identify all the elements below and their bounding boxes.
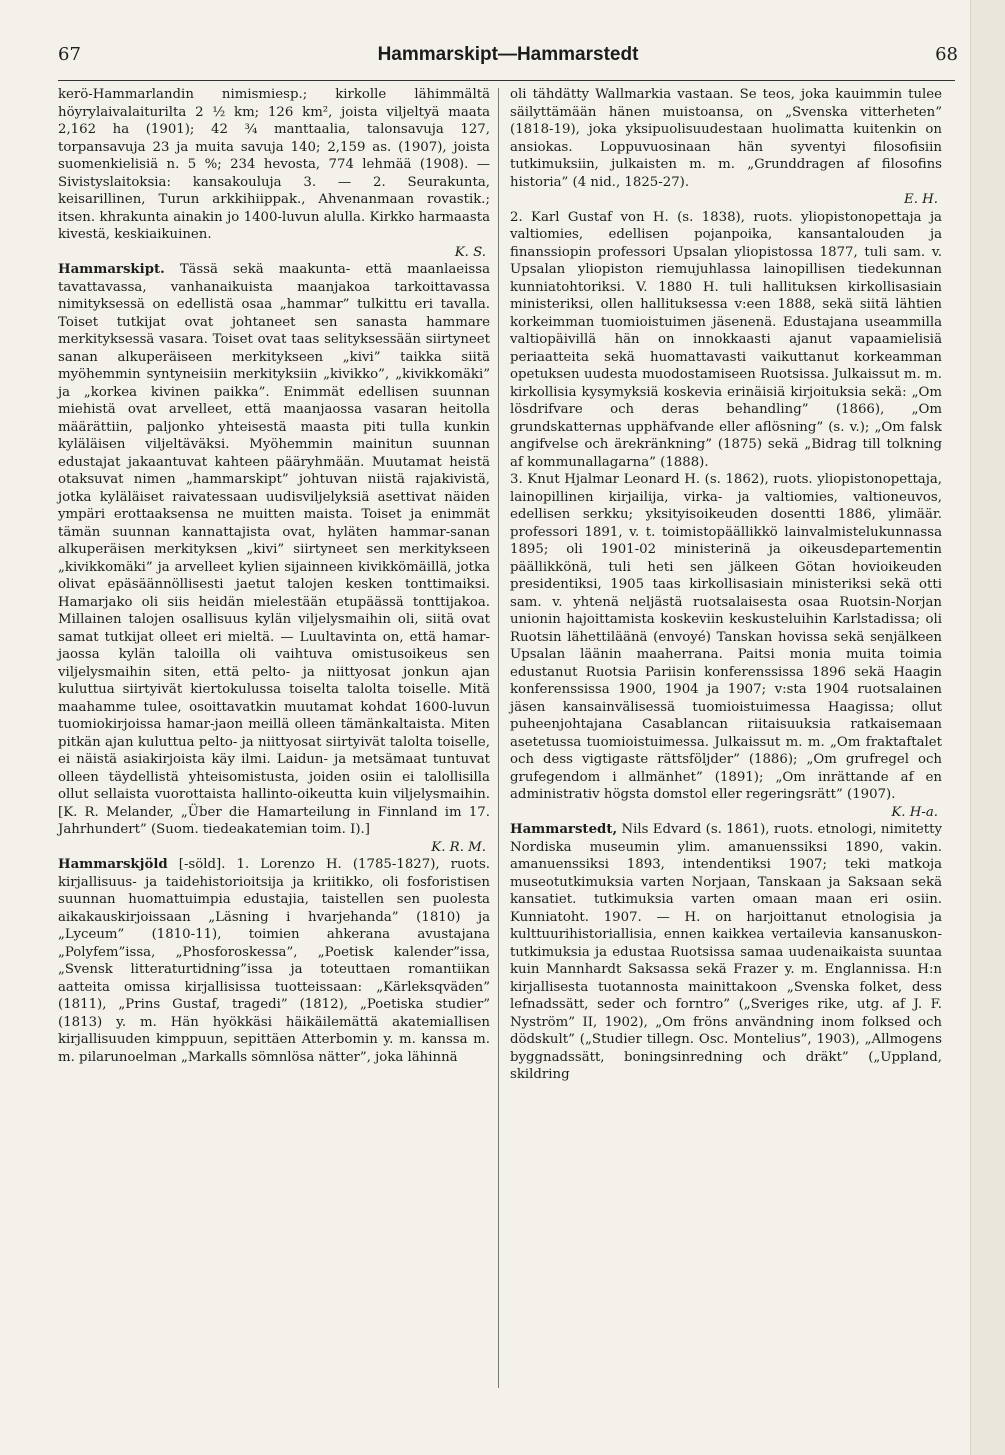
running-title: Hammarskipt—Hammarstedt [377, 44, 639, 65]
entry-headword: Hammarstedt, [510, 822, 618, 837]
page-number-right: 68 [935, 44, 958, 65]
author-signature: E. H. [904, 192, 938, 207]
page-edge [970, 0, 1005, 1455]
author-signature: K. R. M. [431, 839, 486, 855]
entry-paragraph [58, 261, 490, 856]
entry-text: Nils Edvard (s. 1861), ruots. etnologi, nimitetty Nordiska museumin ylim. amanuenssiksi 1890, vakin. amanuenssiksi 1893, intendentiksi 1907; teki matkoja museotutkimuksia varten Norjaan, Tanskaan ja Saksaan sekä kansatiet. tutkimuksia varten omaan maan eri osiin. Kunniatoht. 1907. — H. on harjoittanut etnologisia ja kulttuurihistoriallisia, ennen kaikkea vertailevia kansanuskon-tutkimuksia ja edustaa Ruotsissa samaa uudenaikaista suuntaa kuin Mannhardt Saksassa sekä Frazer y. m. Englannissa. H:n kirjallisesta tuotannosta mainittakoon „Svenska folket, dess lefnadssätt, seder och forntro” („Sveriges rike, utg. af J. F. Nyström” II, 1902), „Om fröns användning inom folksed och dödskult” („Studier tillegn. Osc. Montelius”, 1903), „Allmogens byggnadssätt, boningsinredning och dräkt” („Uppland, skildring [510, 822, 942, 1082]
page-number-left: 67 [58, 44, 81, 65]
right-column [510, 86, 942, 1084]
entry-paragraph [58, 86, 490, 261]
header-rule [58, 80, 955, 81]
entry-text: 2. Karl Gustaf von H. (s. 1838), ruots. yliopistonopettaja ja valtiomies, edellisen pojanpoika, kansantalouden ja finanssiopin professori Upsalan yliopistossa 1877, tuli sam. v. Upsalan yliopiston riemujuhlassa lainopillisen tiedekunnan kunniatohtoriksi. V. 1880 H. tuli hallituksen kirkollisasiain ministeriksi, ollen hallituksessa v:een 1888, sekä siitä lähtien korkeimman tuomioistuimen jäsenenä. Edustajana useammilla valtiopäivillä hän on innokkaasti ajanut vapaamielisiä periaatteita sekä huomattavasti vaikuttanut korkeamman opetuksen uudesta muodostamiseen Ruotsissa. Julkaissut m. m. kirkollisia kysymyksiä koskevia erinäisiä kirjoituksia sekä: „Om lösdrifvare och deras behandling” (1866), „Om grundskatternas upphäfvande eller aflösning” (s. v.); „Om falsk angifvelse och ärekränkning” (1875) sekä „Bidrag till tolkning af kommunallagarna” (1888). [510, 209, 942, 470]
entry-paragraph [510, 821, 942, 1084]
author-signature: K. S. [454, 244, 486, 260]
entry-text: 3. Knut Hjalmar Leonard H. (s. 1862), ruots. yliopistonopettaja, lainopillinen kirjailija, virka- ja valtiomies, valtioneuvos, edellisen serkku; yksityisoikeuden dosentti 1886, ylimäär. professori 1891, v. t. toimistopäällikkö lainvalmistelukunnassa 1895; oli 1901-02 ministerinä ja oikeusdepartementin päällikkönä, tuli heti sen jälkeen Götan hovioikeuden presidentiksi, 1905 taas kirkollisasiain ministeriksi sekä otti sam. v. yhtenä neljästä ruotsalaisesta osaa Ruotsin-Norjan unionin hajoittamista koskeviin keskusteluihin Karlstadissa; oli Ruotsin lähettiläänä (envoyé) Tanskan hovissa sekä senjälkeen Upsalan läänin maaherrana. Paitsi monia muita toimia edustanut Ruotsia Pariisin konferenssissa 1896 sekä Haagin konferenssissa 1900, 1904 ja 1907; v:sta 1904 ruotsalainen jäsen kansainvälisessä tuomioistuimessa Haagissa; ollut puheenjohtajana Casablancan riitaisuuksia ratkaisemaan asetetussa tuomioistuimessa. Julkaissut m. m. „Om fraktaftalet och dess vigtigaste rättsföljder” (1886); „Om grufregel och grufegendom i allmänhet” (1891); „Om inrättande af en administrativ högsta domstol eller regeringsrätt” (1907). [510, 472, 942, 802]
column-divider [498, 88, 499, 1388]
entry-headword: Hammarskjöld [58, 857, 168, 872]
entry-paragraph [510, 209, 942, 472]
left-column [58, 86, 490, 1066]
entry-text: oli tähdätty Wallmarkia vastaan. Se teos, joka kauimmin tulee säilyttämään hänen muistoansa, on „Svenska vitterheten” (1818-19), joka yksipuolisuudestaan huolimatta kuitenkin on ansiokas. Loppuvuosinaan hän syventyi filosofisiin tutkimuksiin, julkaisten m. m. „Grunddragen af filosofins historia” (4 nid., 1825-27). [510, 87, 942, 190]
entry-paragraph [510, 86, 942, 209]
entry-paragraph [510, 471, 942, 821]
author-signature: K. H-a. [891, 804, 938, 820]
entry-text: Tässä sekä maakunta- että maanlaeissa tavattavassa, vanhanaikuista maanjakoa tarkoittavassa nimityksessä on edellistä osaa „hammar” tulkittu eri tavalla. Toiset tutkijat ovat johtaneet sen sanasta hammare merkityksessä vasara. Toiset ovat taas selityksessään siirtyneet sanan alkuperäiseen merkitykseen „kivi” taikka siitä myöhemmin syntyneisiin merkityksiin „kivikko”, „kivikkomäki” ja „korkea kivinen paikka”. Enimmät edellisen suunnan miehistä ovat arvelleet, että maanjaossa vasaran heitolla määrättiin, paljonko yhteisestä maasta piti tulla kunkin kyläläisen viljeltäväksi. Myöhemmin mainitun suunnan edustajat jakaantuvat kahteen pääryhmään. Muutamat heistä otaksuvat nimen „hammarskipt” johtuvan niistä rajakivistä, jotka kyläläiset raivatessaan uudisviljelyksiä asettivat näiden ympäri erottaaksensa ne muitten maista. Toiset ja enimmät tämän suunnan kannattajista ovat, hyläten hammar-sanan alkuperäisen merkityksen „kivi” siirtyneet sen merkitykseen „kivikkomäki” ja arvelleet kylien sijainneen kivikkömäillä, jotka olivat epäsäännöllisesti jaetut talojen kesken tonttimaiksi. Hamarjako oli siis heidän mielestään etupäässä tonttijakoa. Millainen talojen osallisuus kylän viljelysmaihin oli, siitä ovat samat tutkijat olleet eri mieltä. — Luultavinta on, että hamar-jaossa kylän taloilla oli vaihtuva omistusoikeus sen viljelysmaihin siten, että pelto- ja niittyosat jonkun ajan kuluttua siirtyivät kiertokulussa toiselta talolta toiselle. Mitä maahamme tulee, osoittavatkin muutamat kohdat 1600-luvun tuomiokirjoissa hamar-jaon meillä olleen tämänkaltaista. Miten pitkän ajan kuluttua pelto- ja niittyosat siirtyivät talolta toiselle, ei näistä asiakirjoista käy ilmi. Laidun- ja metsämaat tuntuvat olleen täydellistä yhteisomistusta, joiden osiin ei talollisilla ollut sellaista vuorottaista hallinto-oikeutta kuin viljelysmaihin. [K. R. Melander, „Über die Hamarteilung in Finnland im 17. Jahrhundert” (Suom. tiedeakatemian toim. I).] [58, 262, 490, 837]
entry-text: kerö-Hammarlandin nimismiesp.; kirkolle lähimmältä höyrylaivalaiturilta 2 ½ km; 126 km², joista viljeltyä maata 2,162 ha (1901); 42 ¾ manttaalia, talonsavuja 127, torpansavuja 23 ja muita savuja 140; 2,159 as. (1907), joista suomenkielisiä n. 5 %; 234 hevosta, 774 lehmää (1908). — Sivistyslaitoksia: kansakouluja 3. — 2. Seurakunta, keisarillinen, Turun arkkihiippak., Ahvenanmaan rovastik.; itsen. khrakunta ainakin jo 1400-luvun alulla. Kirkko harmaasta kivestä, keskiaikuinen. [58, 87, 490, 242]
entry-headword: Hammarskipt. [58, 262, 165, 277]
page-header [58, 44, 958, 74]
entry-paragraph [58, 856, 490, 1066]
entry-text: [-söld]. 1. Lorenzo H. (1785-1827), ruots. kirjallisuus- ja taidehistorioitsija ja kriitikko, oli fosforistisen suunnan huomattuimpia edustajia, taistellen sen puolesta aikakauskirjoissaan „Läsning i hvarjehanda” (1810) ja „Lyceum” (1810-11), toimien ahkerana avustajana „Polyfem”issa, „Phosforoskessa”, „Poetisk kalender”issa, „Svensk litteraturtidning”issa ja toteuttaen romantiikan aatteita omissa kirjallisissa tuotteissaan: „Kärleksqväden” (1811), „Prins Gustaf, tragedi” (1812), „Poetiska studier” (1813) y. m. Hän hyökkäsi häikäilemättä akatemiallisen kirjallisuuden kimppuun, sepittäen Atterbomin y. m. kanssa m. m. pilarunoelman „Markalls sömnlösa nätter”, joka lähinnä [58, 857, 491, 1065]
